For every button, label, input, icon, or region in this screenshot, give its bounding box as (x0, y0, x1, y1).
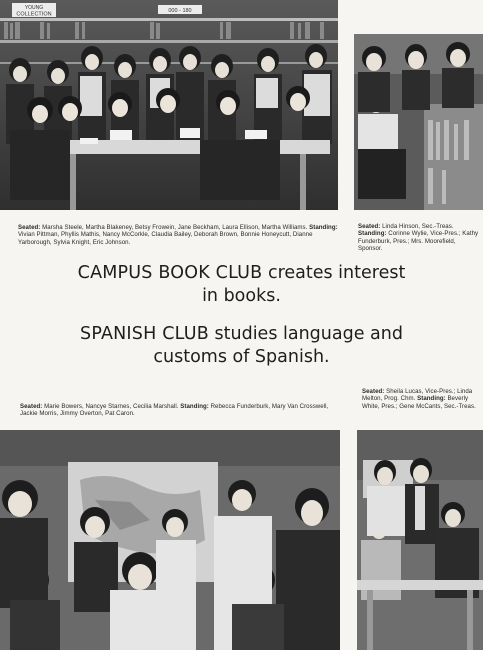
shelf-label-range: 000 - 180 (168, 8, 192, 14)
standing-names: Corinne Wylie, Vice-Pres.; Kathy Funderburk, Pres.; Mrs. Moorefield, Sponsor. (358, 230, 479, 252)
spanish-club-photo (0, 430, 340, 650)
campus-book-club-officers-photo (354, 34, 483, 210)
headline-club-name: SPANISH CLUB (80, 324, 209, 344)
shelf-label-collection: COLLECTION (16, 11, 52, 18)
seated-label: Seated: (362, 388, 385, 395)
headline-line1: creates interest (262, 263, 406, 283)
spanish-club-officers-photo (357, 430, 483, 650)
headline-line2: in books. (202, 286, 281, 306)
standing-names: Rebecca Funderburk, Mary Van Crosswell, Jackie Morris, Jimmy Overton, Pat Caron. (20, 403, 329, 418)
headline-line2: customs of Spanish. (153, 347, 330, 367)
standing-label: Standing: (309, 224, 338, 231)
seated-names: Linda Hinson, Sec.-Treas. (380, 223, 454, 230)
seated-names: Sheila Lucas, Vice-Pres.; Linda Melton, Prog. Chm. (362, 388, 473, 403)
campus-book-club-officers-caption (358, 223, 480, 252)
headline-line1: studies language and (208, 324, 403, 344)
standing-names: Beverly White, Pres.; Gene McCants, Sec.-Treas. (362, 395, 476, 410)
spanish-club-officers-caption (362, 388, 480, 410)
standing-names: Vivian Pittman, Phyllis Mathis, Nancy McCorkle, Claudia Bailey, Deborah Brown, Bonnie Honeycutt, Dianne Yarborough, Sylvia Knight, Eric Johnson. (18, 231, 313, 246)
seated-names: Marie Bowers, Nancye Starnes, Cecilia Marshall. (42, 403, 179, 410)
standing-label: Standing: (358, 230, 387, 238)
campus-book-club-headline (0, 262, 483, 308)
seated-label: Seated: (20, 403, 43, 410)
standing-label: Standing: (180, 403, 209, 410)
spanish-club-headline (0, 323, 483, 369)
seated-names: Marsha Steele, Martha Blakeney, Betsy Frowein, Jane Beckham, Laura Ellison, Martha Williams. (40, 224, 308, 231)
shelf-label-young: YOUNG (24, 5, 44, 11)
seated-label: Seated: (18, 224, 41, 231)
spanish-club-caption (20, 403, 330, 418)
campus-book-club-photo (0, 0, 338, 210)
seated-label: Seated: (358, 223, 381, 230)
headline-club-name: CAMPUS BOOK CLUB (77, 263, 263, 283)
campus-book-club-caption (18, 224, 338, 246)
standing-label: Standing: (417, 395, 446, 403)
